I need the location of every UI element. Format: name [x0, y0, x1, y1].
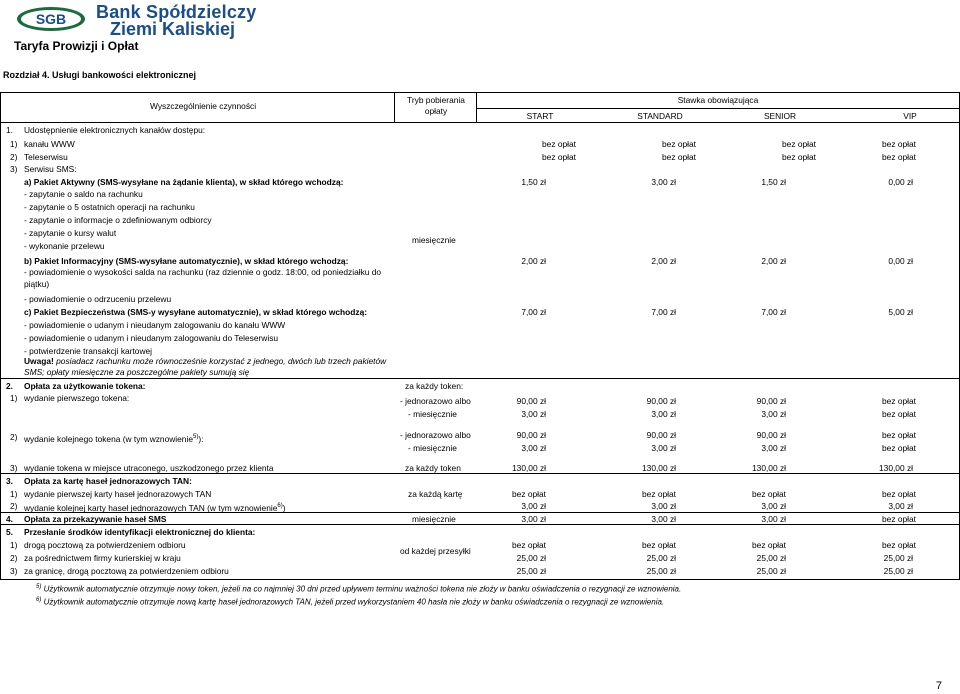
s3-title: Opłata za kartę haseł jednorazowych TAN:: [24, 476, 192, 486]
pkg-a-start: 1,50 zł: [521, 177, 546, 187]
header-specification: Wyszczególnienie czynności: [150, 101, 257, 111]
t2b-vip: bez opłat: [882, 443, 916, 453]
p1-label: drogą pocztową za potwierdzeniem odbioru: [24, 540, 186, 550]
p1-vip: bez opłat: [882, 540, 916, 550]
t1a-start: 90,00 zł: [516, 396, 546, 406]
footnote-5: $^{5)}$ Użytkownik automatycznie otrzymuje nowy token, jeżeli na co najmniej 30 dni przed upływem terminu ważności tokena nie złoży w banku oświadczenia o rezygnacji ze wznowienia.: [36, 584, 682, 594]
section-title: Rozdział 4. Usługi bankowości elektronicznej: [3, 70, 197, 80]
s1-title: Udostępnienie elektronicznych kanałów dostępu:: [24, 125, 206, 135]
k1-label: wydanie pierwszej karty haseł jednorazowych TAN: [24, 489, 212, 499]
r2-num: 2): [10, 152, 18, 162]
t3-start: 130,00 zł: [512, 463, 546, 473]
document-title: Taryfa Prowizji i Opłat: [14, 39, 139, 53]
t1-label: wydanie pierwszego tokena:: [24, 393, 130, 403]
package-senior: SENIOR: [763, 111, 797, 121]
s2-num: 2.: [6, 381, 13, 391]
p3-label: za granicę, drogą pocztową za potwierdzeniem odbioru: [24, 566, 229, 576]
k2-standard: 3,00 zł: [651, 501, 676, 511]
r1-vip: bez opłat: [882, 139, 916, 149]
r3-num: 3): [10, 164, 18, 174]
t3-standard: 130,00 zł: [642, 463, 676, 473]
r2-standard: bez opłat: [662, 152, 696, 162]
sgb-logo: [16, 6, 86, 32]
t2-label: wydanie kolejnego tokena (w tym wznowienie$^{5)}$):: [24, 433, 204, 444]
package-vip: VIP: [903, 111, 917, 121]
t1a-standard: 90,00 zł: [646, 396, 676, 406]
k-mode: za każdą kartę: [408, 489, 463, 499]
pkg-b-label: b) Pakiet Informacyjny (SMS-wysyłane automatycznie), w skład którego wchodzą:: [24, 256, 349, 266]
t3-vip: 130,00 zł: [879, 463, 913, 473]
pkg-b-item-cont: piątku): [24, 279, 50, 289]
t3-label: wydanie tokena w miejsce utraconego, uszkodzonego przez klienta: [24, 463, 274, 473]
s4-senior: 3,00 zł: [761, 514, 786, 524]
t3-mode: za każdy token: [405, 463, 461, 473]
pkg-a-item: - zapytanie o 5 ostatnich operacji na rachunku: [24, 202, 195, 212]
t2a-standard: 90,00 zł: [646, 430, 676, 440]
r3-label: Serwisu SMS:: [24, 164, 77, 174]
pkg-c-item: - powiadomienie o udanym i nieudanym zalogowaniu do Teleserwisu: [24, 333, 279, 343]
pkg-c-senior: 7,00 zł: [761, 307, 786, 317]
footnote-6: $^{6)}$ Użytkownik automatycznie otrzymuje nową kartę haseł jednorazowych TAN, jeżeli przed wykorzystaniem 40 hasła nie złoży w banku oświadczenia o rezygnacji ze wznowienia.: [36, 597, 665, 607]
s3-num: 3.: [6, 476, 13, 486]
p1-standard: bez opłat: [642, 540, 676, 550]
p2-vip: 25,00 zł: [883, 553, 913, 563]
p1-num: 1): [10, 540, 18, 550]
sms-note-cont: SMS; opłaty miesięczne za poszczególne pakiety sumują się: [24, 367, 250, 377]
sms-note: Uwaga! posiadacz rachunku może równocześnie korzystać z jednego, dwóch lub trzech pakietów: [24, 356, 387, 366]
r2-senior: bez opłat: [782, 152, 816, 162]
s2-title: Opłata za użytkowanie tokena:: [24, 381, 146, 391]
t1a-senior: 90,00 zł: [756, 396, 786, 406]
t1-mode-b: - miesięcznie: [408, 409, 457, 419]
sms-mode: miesięcznie: [412, 235, 456, 245]
p2-label: za pośrednictwem firmy kurierskiej w kraju: [24, 553, 181, 563]
k2-vip: 3,00 zł: [888, 501, 913, 511]
p2-num: 2): [10, 553, 18, 563]
pkg-b-senior: 2,00 zł: [761, 256, 786, 266]
pkg-c-item: - powiadomienie o udanym i nieudanym zalogowaniu do kanału WWW: [24, 320, 286, 330]
p3-senior: 25,00 zł: [756, 566, 786, 576]
p2-senior: 25,00 zł: [756, 553, 786, 563]
k2-senior: 3,00 zł: [761, 501, 786, 511]
t2-mode-a: - jednorazowo albo: [400, 430, 471, 440]
pkg-b-start: 2,00 zł: [521, 256, 546, 266]
pkg-c-item: - potwierdzenie transakcji kartowej: [24, 346, 153, 356]
pkg-a-vip: 0,00 zł: [888, 177, 913, 187]
header-rates: Stawka obowiązująca: [677, 95, 759, 105]
k1-num: 1): [10, 489, 18, 499]
header-mode-line1: Tryb pobierania: [407, 95, 465, 105]
p3-num: 3): [10, 566, 18, 576]
logo-text: SGB: [35, 11, 67, 27]
p3-standard: 25,00 zł: [646, 566, 676, 576]
pkg-c-standard: 7,00 zł: [651, 307, 676, 317]
k2-label: wydanie kolejnej karty haseł jednorazowych TAN (w tym wznowienie$^{6)}$): [24, 502, 286, 513]
k2-start: 3,00 zł: [521, 501, 546, 511]
package-standard: STANDARD: [637, 111, 683, 121]
s4-num: 4.: [6, 514, 13, 524]
package-start: START: [526, 111, 554, 121]
s4-title: Opłata za przekazywanie haseł SMS: [24, 514, 167, 524]
s5-num: 5.: [6, 527, 13, 537]
pkg-a-standard: 3,00 zł: [651, 177, 676, 187]
t1-mode-a: - jednorazowo albo: [400, 396, 471, 406]
r2-label: Teleserwisu: [24, 152, 68, 162]
t2a-senior: 90,00 zł: [756, 430, 786, 440]
r1-standard: bez opłat: [662, 139, 696, 149]
p3-start: 25,00 zł: [516, 566, 546, 576]
t2a-vip: bez opłat: [882, 430, 916, 440]
r1-num: 1): [10, 139, 18, 149]
s2-mode: za każdy token:: [405, 381, 464, 391]
s4-standard: 3,00 zł: [651, 514, 676, 524]
r2-start: bez opłat: [542, 152, 576, 162]
t1b-vip: bez opłat: [882, 409, 916, 419]
k1-senior: bez opłat: [752, 489, 786, 499]
t2-mode-b: - miesięcznie: [408, 443, 457, 453]
s4-vip: bez opłat: [882, 514, 916, 524]
p-mode: od każdej przesyłki: [400, 546, 471, 556]
pkg-a-senior: 1,50 zł: [761, 177, 786, 187]
s5-title: Przesłanie środków identyfikacji elektronicznej do klienta:: [24, 527, 256, 537]
pkg-b-standard: 2,00 zł: [651, 256, 676, 266]
pkg-c-label: c) Pakiet Bezpieczeństwa (SMS-y wysyłane automatycznie), w skład którego wchodzą:: [24, 307, 368, 317]
pkg-a-item: - wykonanie przelewu: [24, 241, 105, 251]
t2b-senior: 3,00 zł: [761, 443, 786, 453]
s1-num: 1.: [6, 125, 13, 135]
p1-start: bez opłat: [512, 540, 546, 550]
t1b-start: 3,00 zł: [521, 409, 546, 419]
page-number: 7: [935, 680, 942, 692]
bank-name-line1: Bank Spółdzielczy: [96, 2, 257, 22]
k1-start: bez opłat: [512, 489, 546, 499]
r1-label: kanału WWW: [24, 139, 75, 149]
header-mode-line2: opłaty: [424, 106, 448, 116]
pkg-c-vip: 5,00 zł: [888, 307, 913, 317]
r2-vip: bez opłat: [882, 152, 916, 162]
p2-start: 25,00 zł: [516, 553, 546, 563]
pkg-a-item: - zapytanie o saldo na rachunku: [24, 189, 143, 199]
t1-num: 1): [10, 393, 18, 403]
t1b-senior: 3,00 zł: [761, 409, 786, 419]
r1-senior: bez opłat: [782, 139, 816, 149]
t2b-start: 3,00 zł: [521, 443, 546, 453]
t1b-standard: 3,00 zł: [651, 409, 676, 419]
pkg-c-start: 7,00 zł: [521, 307, 546, 317]
t2b-standard: 3,00 zł: [651, 443, 676, 453]
t2a-start: 90,00 zł: [516, 430, 546, 440]
pkg-a-item: - zapytanie o kursy walut: [24, 228, 117, 238]
k2-num: 2): [10, 501, 18, 511]
r1-start: bez opłat: [542, 139, 576, 149]
s4-start: 3,00 zł: [521, 514, 546, 524]
p2-standard: 25,00 zł: [646, 553, 676, 563]
k1-standard: bez opłat: [642, 489, 676, 499]
t2-num: 2): [10, 432, 18, 442]
pkg-b-item: - powiadomienie o odrzuceniu przelewu: [24, 294, 172, 304]
p3-vip: 25,00 zł: [883, 566, 913, 576]
pkg-a-item: - zapytanie o informacje o zdefiniowanym odbiorcy: [24, 215, 212, 225]
t3-senior: 130,00 zł: [752, 463, 786, 473]
t1a-vip: bez opłat: [882, 396, 916, 406]
p1-senior: bez opłat: [752, 540, 786, 550]
t3-num: 3): [10, 463, 18, 473]
pkg-a-label: a) Pakiet Aktywny (SMS-wysyłane na żądanie klienta), w skład którego wchodzą:: [24, 177, 344, 187]
k1-vip: bez opłat: [882, 489, 916, 499]
pkg-b-item: - powiadomienie o wysokości salda na rachunku (raz dziennie o godz. 18:00, od poniedziałku do: [24, 267, 382, 277]
bank-name-line2: Ziemi Kaliskiej: [110, 19, 236, 39]
pkg-b-vip: 0,00 zł: [888, 256, 913, 266]
s4-mode: miesięcznie: [412, 514, 456, 524]
